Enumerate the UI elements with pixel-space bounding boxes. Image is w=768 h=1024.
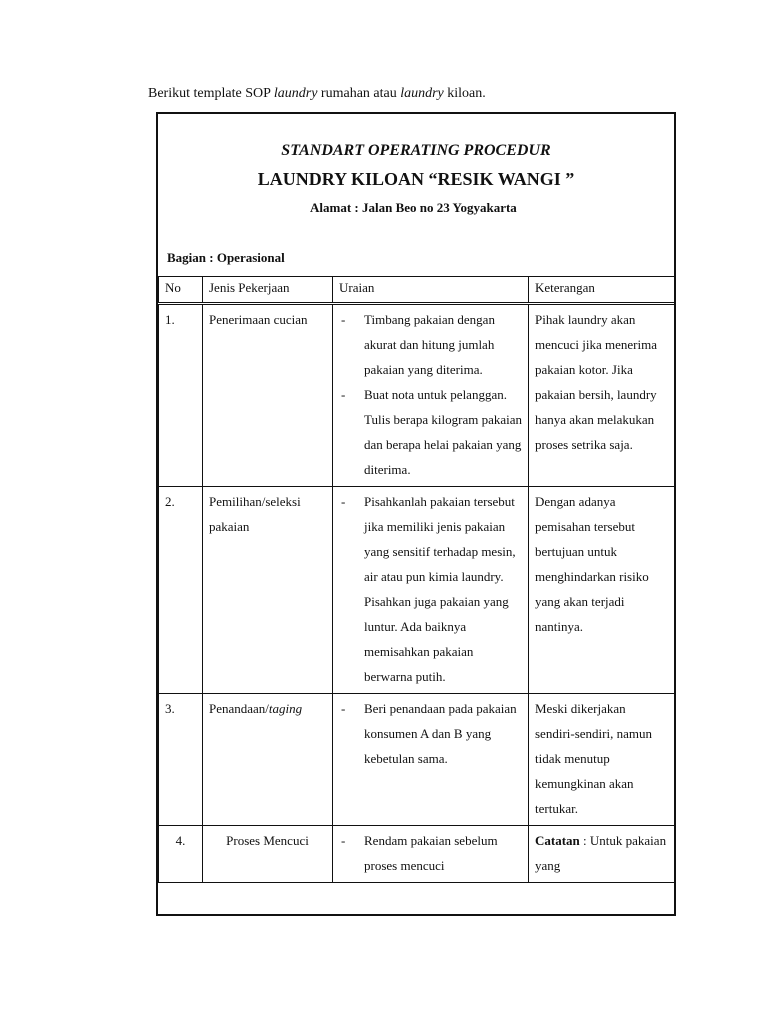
intro-part: Berikut template SOP: [148, 86, 274, 101]
intro-part: kiloan.: [443, 86, 486, 101]
job-cell: Pemilihan/seleksi pakaian: [203, 487, 333, 694]
list-item-text: Rendam pakaian sebelum proses mencuci: [364, 833, 498, 873]
doc-title: STANDART OPERATING PROCEDUR: [281, 142, 551, 159]
table-header-row: [159, 277, 675, 304]
job-text: Penandaan/: [209, 701, 269, 716]
description-cell: [333, 487, 529, 694]
list-item: - Rendam pakaian sebelum proses mencuci: [339, 828, 522, 878]
description-cell: [333, 694, 529, 826]
notes-cell: Pihak laundry akan mencuci jika menerima pakaian kotor. Jika pakaian bersih, laundry hanya akan melakukan proses setrika saja.: [529, 304, 675, 487]
list-item: - Pisahkanlah pakaian tersebut jika memiliki jenis pakaian yang sensitif terhadap mesin, air atau pun kimia laundry. Pisahkan juga pakaian yang luntur. Ada baiknya memisahkan pakaian berwarna putih.: [339, 489, 522, 689]
sop-document-frame: [156, 112, 676, 916]
list-item-text: Pisahkanlah pakaian tersebut jika memiliki jenis pakaian yang sensitif terhadap mesin, air atau pun kimia laundry. Pisahkan juga pakaian yang luntur. Ada baiknya memisahkan pakaian berwarna putih.: [364, 494, 516, 684]
intro-italic-word: laundry: [400, 86, 444, 101]
list-item-text: Timbang pakaian dengan akurat dan hitung jumlah pakaian yang diterima.: [364, 312, 495, 377]
note-label: Catatan: [535, 833, 580, 848]
column-header-no: No: [159, 277, 203, 304]
notes-cell: Dengan adanya pemisahan tersebut bertujuan untuk menghindarkan risiko yang akan terjadi nantinya.: [529, 487, 675, 694]
job-cell: Penerimaan cucian: [203, 304, 333, 487]
job-cell: Proses Mencuci: [203, 826, 333, 883]
intro-part: rumahan atau: [317, 86, 401, 101]
table-row: [159, 694, 675, 826]
table-row: [159, 304, 675, 487]
intro-text: [148, 86, 486, 102]
row-number: 4.: [159, 826, 203, 883]
column-header-notes: Keterangan: [529, 277, 675, 304]
table-row: [159, 826, 675, 883]
column-header-job: Jenis Pekerjaan: [203, 277, 333, 304]
doc-subtitle: LAUNDRY KILOAN “RESIK WANGI ”: [257, 169, 575, 189]
description-cell: [333, 304, 529, 487]
list-item: - Timbang pakaian dengan akurat dan hitung jumlah pakaian yang diterima.: [339, 307, 522, 382]
list-item-text: Beri penandaan pada pakaian konsumen A dan B yang kebetulan sama.: [364, 701, 517, 766]
job-cell: [203, 694, 333, 826]
table-row: [159, 487, 675, 694]
list-item: - Buat nota untuk pelanggan. Tulis berapa kilogram pakaian dan berapa helai pakaian yang diterima.: [339, 382, 522, 482]
section-label: Bagian : Operasional: [167, 250, 285, 265]
column-header-description: Uraian: [333, 277, 529, 304]
notes-cell: Meski dikerjakan sendiri-sendiri, namun tidak menutup kemungkinan akan tertukar.: [529, 694, 675, 826]
row-number: 3.: [159, 694, 203, 826]
list-item: - Beri penandaan pada pakaian konsumen A dan B yang kebetulan sama.: [339, 696, 522, 771]
row-number: 1.: [159, 304, 203, 487]
list-item-text: Buat nota untuk pelanggan. Tulis berapa kilogram pakaian dan berapa helai pakaian yang diterima.: [364, 387, 523, 477]
sop-table: [158, 276, 675, 883]
description-cell: [333, 826, 529, 883]
doc-address: Alamat : Jalan Beo no 23 Yogyakarta: [310, 200, 517, 215]
intro-italic-word: laundry: [273, 86, 318, 101]
note-text: : Untuk pakaian yang: [535, 833, 667, 873]
notes-cell: [529, 826, 675, 883]
job-text-italic: taging: [268, 701, 303, 716]
row-number: 2.: [159, 487, 203, 694]
